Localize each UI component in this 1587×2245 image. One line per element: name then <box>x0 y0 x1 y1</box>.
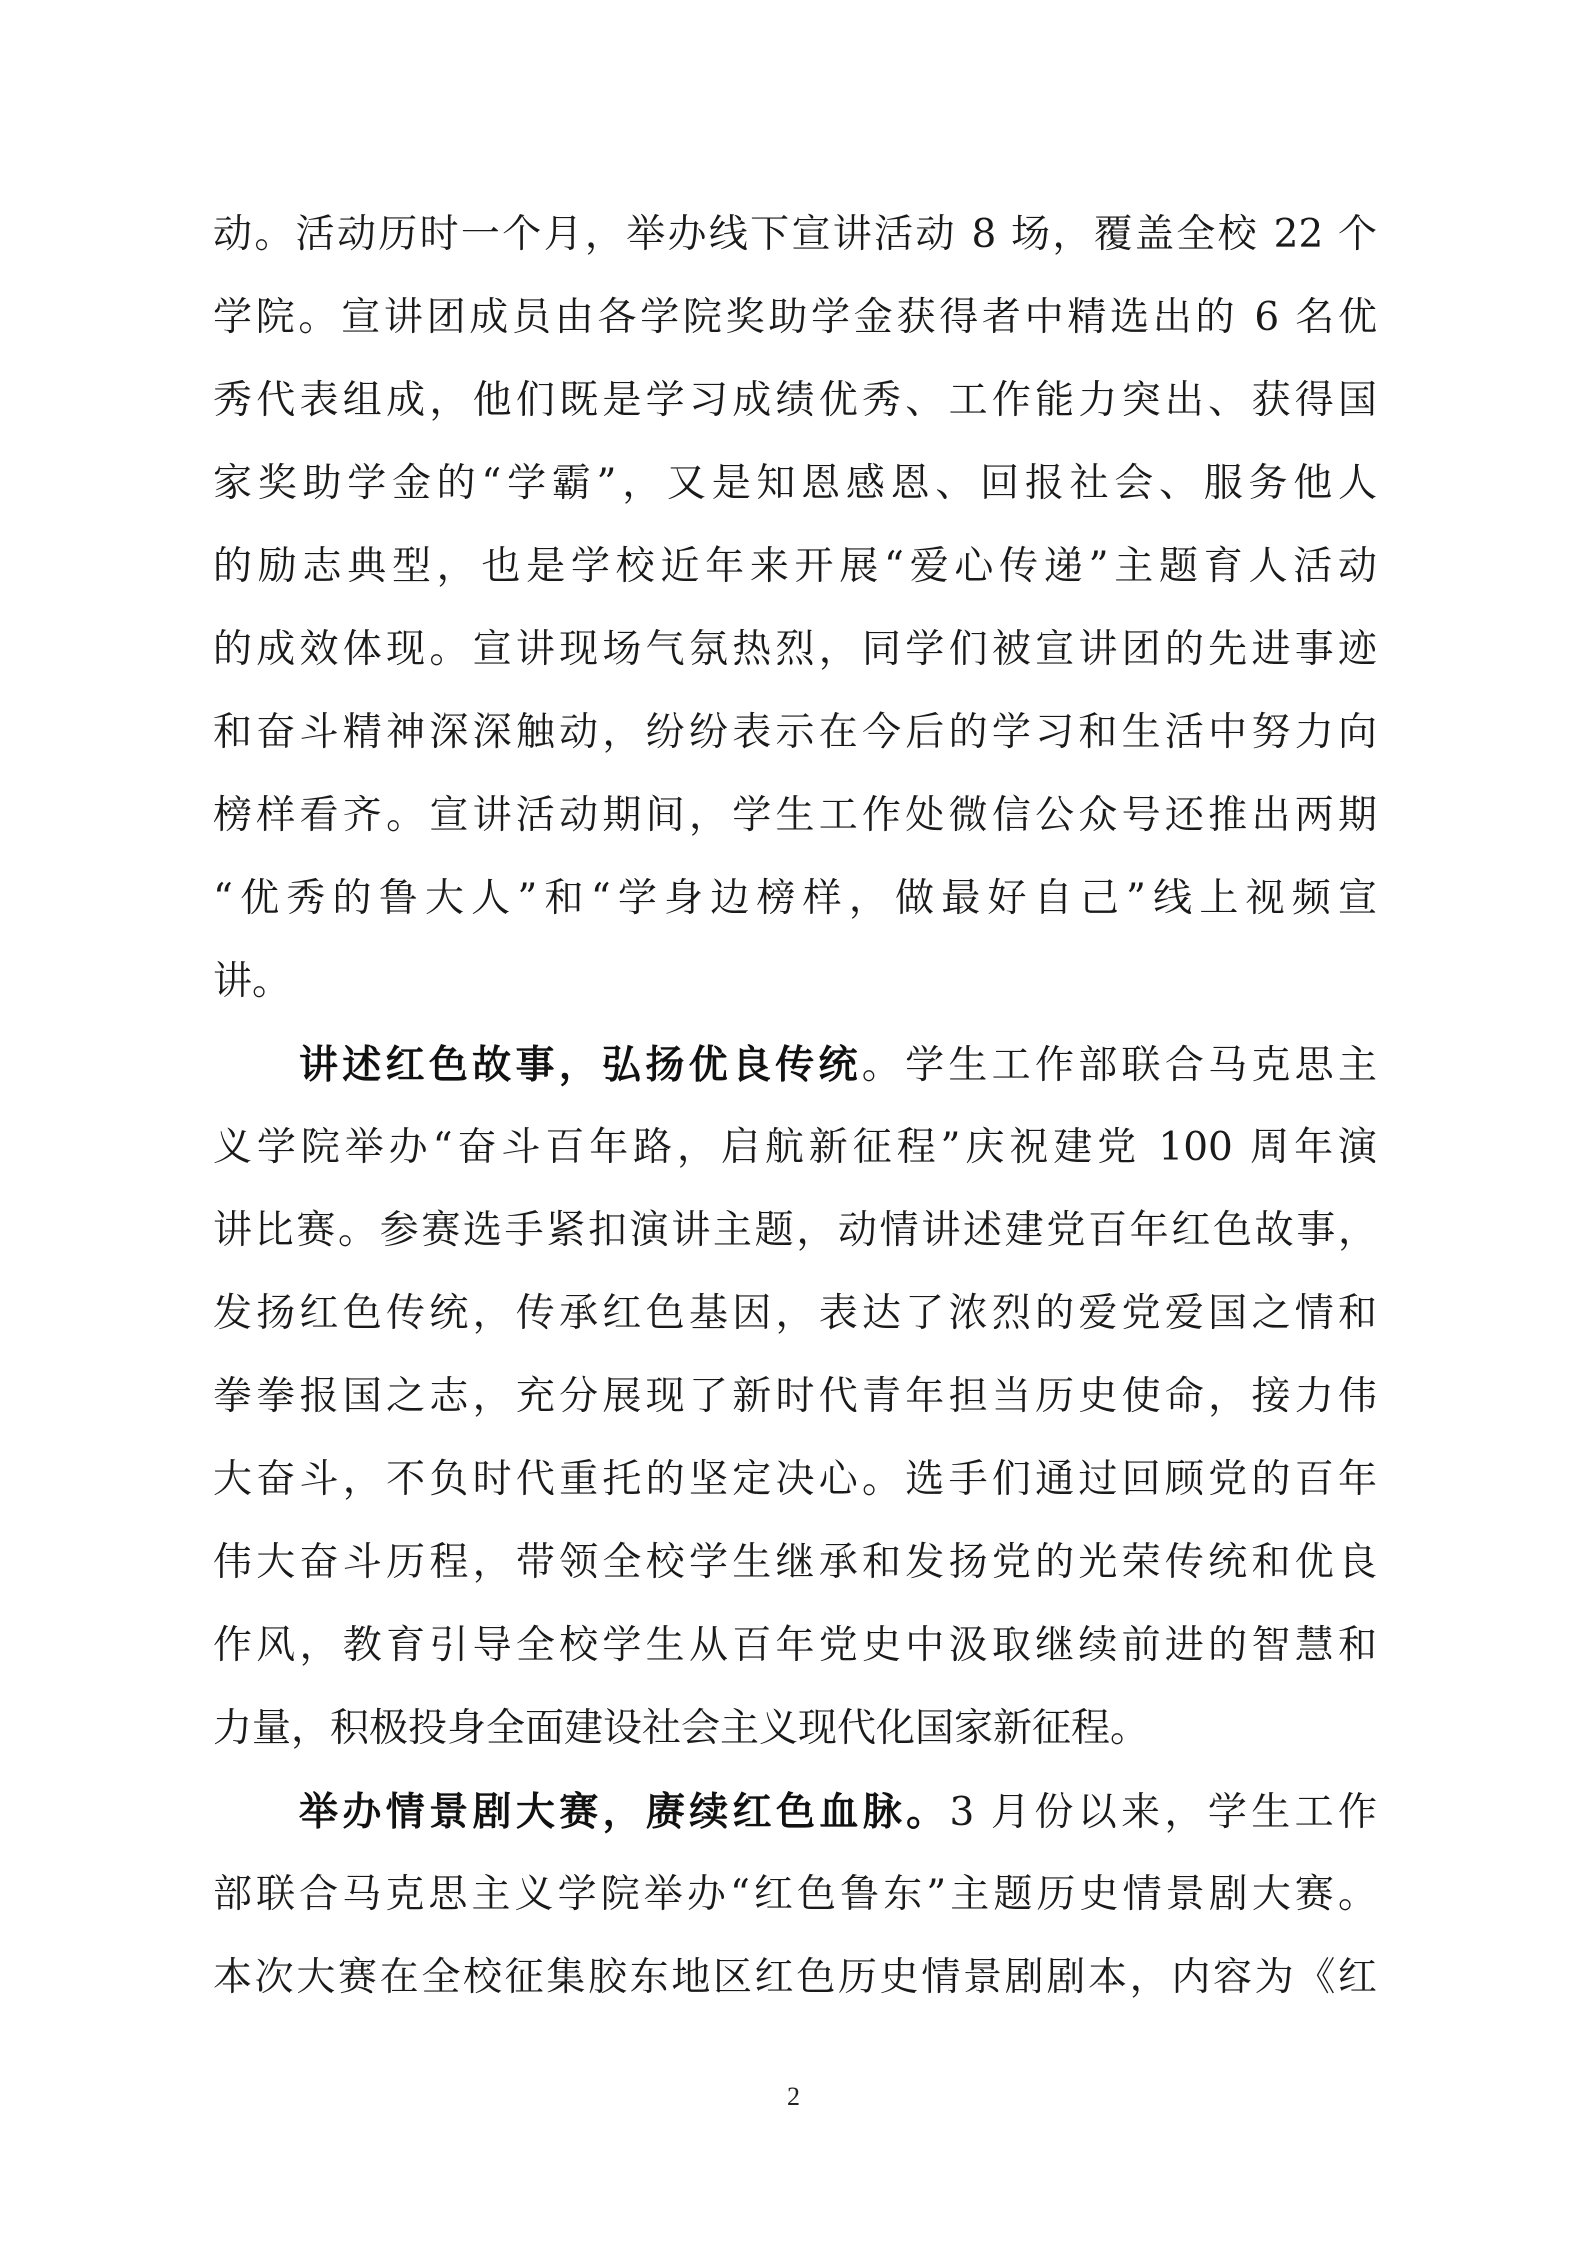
text-line: 讲比赛。参赛选手紧扣演讲主题，动情讲述建党百年红色故事， <box>213 1208 1377 1253</box>
text-line: 作风，教育引导全校学生从百年党史中汲取继续前进的智慧和 <box>213 1623 1377 1668</box>
paragraph-heading: 举办情景剧大赛，赓续红色血脉。 <box>299 1789 950 1835</box>
text-line: 动。活动历时一个月，举办线下宣讲活动 8 场，覆盖全校 22 个 <box>213 212 1377 257</box>
text-line: 学院。宣讲团成员由各学院奖助学金获得者中精选出的 6 名优 <box>213 295 1377 340</box>
text-line: 大奋斗，不负时代重托的坚定决心。选手们通过回顾党的百年 <box>213 1457 1377 1502</box>
paragraph-text: 3 月份以来，学生工作 <box>949 1790 1377 1835</box>
text-line: 的励志典型，也是学校近年来开展“爱心传递”主题育人活动 <box>213 544 1377 589</box>
text-line: 发扬红色传统，传承红色基因，表达了浓烈的爱党爱国之情和 <box>213 1291 1377 1336</box>
text-line: 家奖助学金的“学霸”，又是知恩感恩、回报社会、服务他人 <box>213 461 1377 506</box>
paragraph-1 <box>213 203 1377 1033</box>
paragraph-3 <box>213 1780 1377 2029</box>
text-line: “优秀的鲁大人”和“学身边榜样，做最好自己”线上视频宣 <box>213 876 1377 921</box>
text-line: 伟大奋斗历程，带领全校学生继承和发扬党的光荣传统和优良 <box>213 1540 1377 1585</box>
paragraph-heading: 讲述红色故事，弘扬优良传统 <box>299 1042 862 1088</box>
text-line: 部联合马克思主义学院举办“红色鲁东”主题历史情景剧大赛。 <box>213 1872 1377 1917</box>
text-line: 义学院举办“奋斗百年路，启航新征程”庆祝建党 100 周年演 <box>213 1125 1377 1170</box>
page-number: 2 <box>787 2082 800 2111</box>
text-line: 榜样看齐。宣讲活动期间，学生工作处微信公众号还推出两期 <box>213 793 1377 838</box>
text-line: 本次大赛在全校征集胶东地区红色历史情景剧剧本，内容为《红 <box>213 1955 1377 2000</box>
text-line: 的成效体现。宣讲现场气氛热烈，同学们被宣讲团的先进事迹 <box>213 627 1377 672</box>
paragraph-2 <box>213 1033 1377 1780</box>
text-line <box>213 1033 1377 1116</box>
text-line <box>213 1780 1377 1863</box>
text-line: 秀代表组成，他们既是学习成绩优秀、工作能力突出、获得国 <box>213 378 1377 423</box>
text-line: 和奋斗精神深深触动，纷纷表示在今后的学习和生活中努力向 <box>213 710 1377 755</box>
text-line: 拳拳报国之志，充分展现了新时代青年担当历史使命，接力伟 <box>213 1374 1377 1419</box>
paragraph-text: 。学生工作部联合马克思主 <box>861 1043 1377 1088</box>
document-body <box>213 203 1377 2029</box>
text-line: 讲。 <box>213 959 292 1004</box>
text-line: 力量，积极投身全面建设社会主义现代化国家新征程。 <box>213 1706 1150 1751</box>
